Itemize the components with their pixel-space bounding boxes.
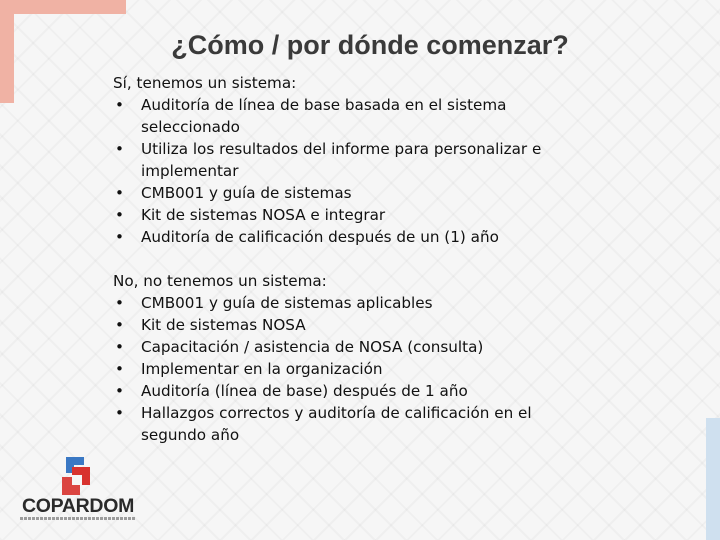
- list-item: [113, 292, 583, 314]
- bullet-icon: •: [115, 228, 124, 246]
- list-item-text: Kit de sistemas NOSA: [141, 316, 306, 334]
- list-item: [113, 358, 583, 380]
- bullet-icon: •: [115, 360, 124, 378]
- list-item: [113, 402, 583, 446]
- bullet-icon: •: [115, 294, 124, 312]
- logo-wordmark: COPARDOM: [21, 495, 135, 517]
- bullet-list: [113, 292, 583, 446]
- bullet-icon: •: [115, 338, 124, 356]
- section-heading: No, no tenemos un sistema:: [113, 272, 327, 290]
- bullet-icon: •: [115, 140, 124, 158]
- bullet-icon: •: [115, 404, 124, 422]
- slide-content: [113, 72, 583, 468]
- bullet-icon: •: [115, 96, 124, 114]
- list-item-text: Utiliza los resultados del informe para personalizar e implementar: [141, 140, 542, 180]
- copardom-logo: [18, 455, 138, 525]
- list-item: [113, 182, 583, 204]
- list-item: [113, 138, 583, 182]
- list-item-text: Kit de sistemas NOSA e integrar: [141, 206, 386, 224]
- edge-accent-blue: [706, 418, 720, 540]
- bullet-icon: •: [115, 316, 124, 334]
- list-item: [113, 226, 583, 248]
- list-item-text: Capacitación / asistencia de NOSA (consulta): [141, 338, 484, 356]
- list-item-text: CMB001 y guía de sistemas: [141, 184, 352, 202]
- list-item: [113, 204, 583, 226]
- section-no: [113, 270, 583, 446]
- section-heading: Sí, tenemos un sistema:: [113, 74, 297, 92]
- bullet-icon: •: [115, 382, 124, 400]
- copardom-logo-mark-icon: [58, 455, 98, 497]
- list-item-text: Auditoría de línea de base basada en el sistema seleccionado: [141, 96, 507, 136]
- bullet-icon: •: [115, 206, 124, 224]
- list-item: [113, 336, 583, 358]
- section-yes: [113, 72, 583, 248]
- list-item-text: Implementar en la organización: [141, 360, 383, 378]
- list-item: [113, 314, 583, 336]
- bullet-list: [113, 94, 583, 248]
- bullet-icon: •: [115, 184, 124, 202]
- slide-title: ¿Cómo / por dónde comenzar?: [171, 30, 569, 60]
- list-item-text: CMB001 y guía de sistemas aplicables: [141, 294, 433, 312]
- list-item-text: Hallazgos correctos y auditoría de calificación en el segundo año: [141, 404, 532, 444]
- list-item-text: Auditoría de calificación después de un (1) año: [141, 228, 499, 246]
- list-item-text: Auditoría (línea de base) después de 1 año: [141, 382, 468, 400]
- list-item: [113, 380, 583, 402]
- logo-tagline-decoration: [20, 517, 136, 520]
- list-item: [113, 94, 583, 138]
